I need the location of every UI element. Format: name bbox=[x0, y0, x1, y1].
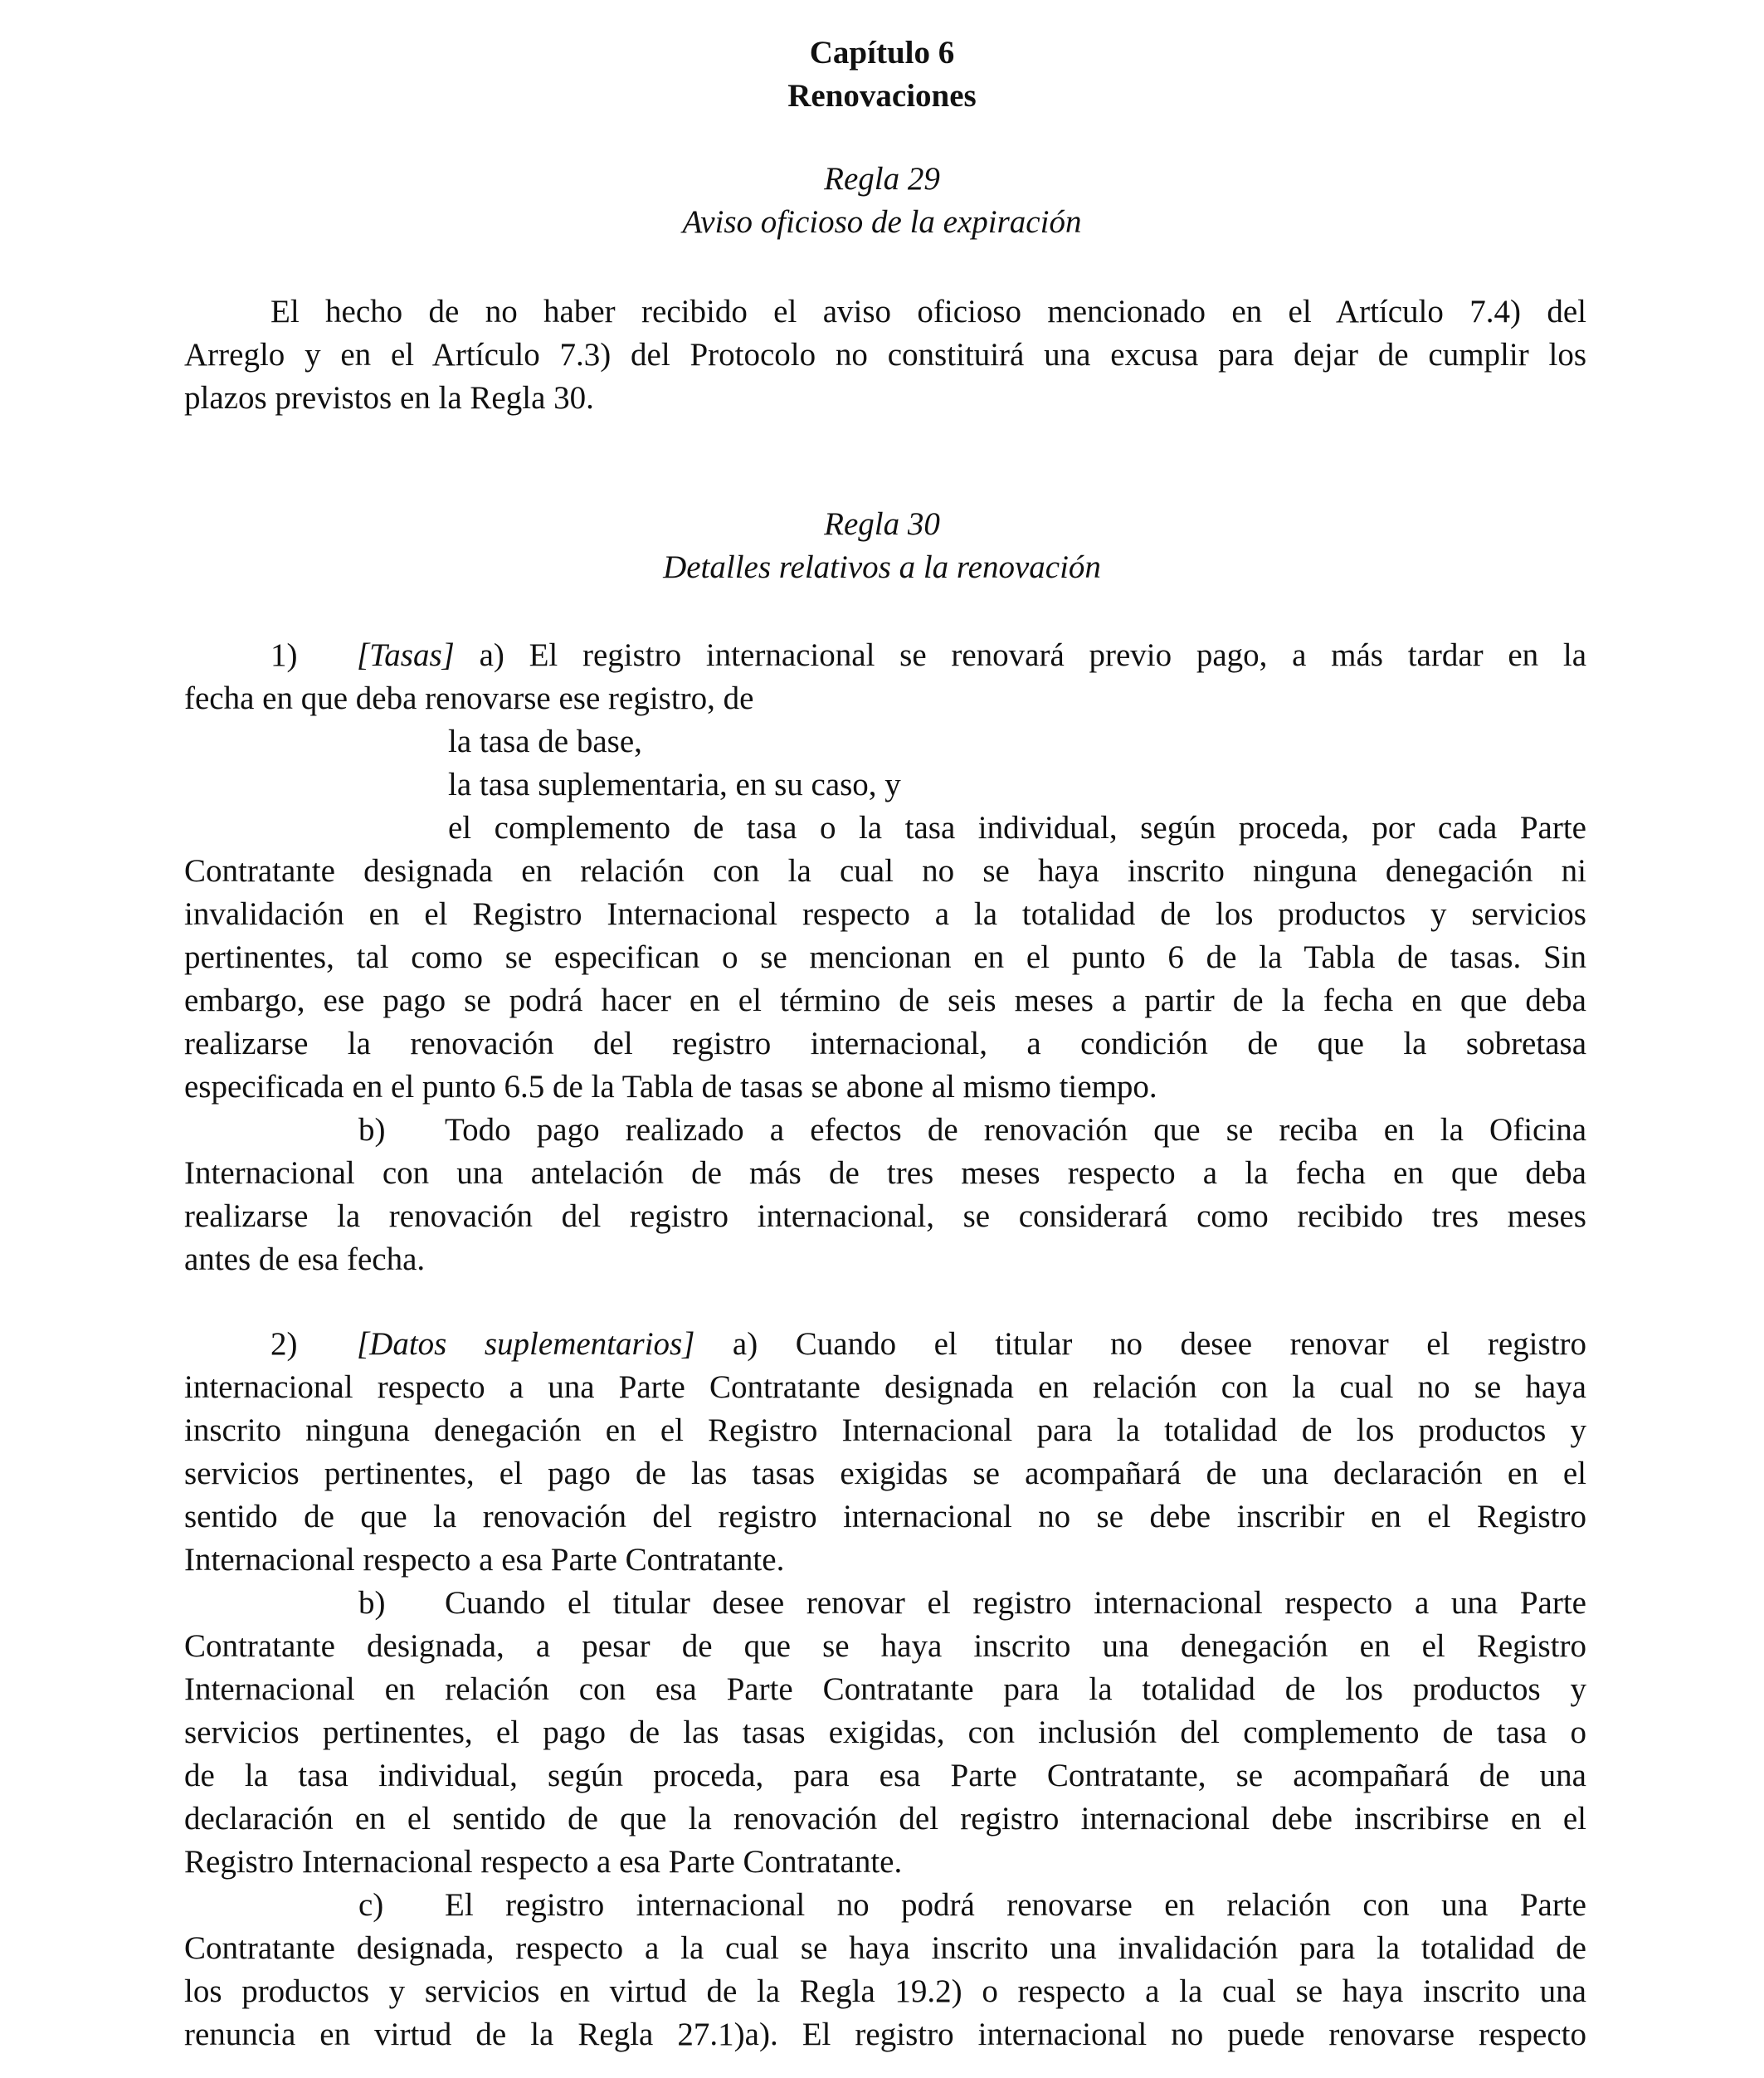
rule30-p1-line: Contratante designada en relación con la cual no se haya inscrito ninguna denegación ni bbox=[184, 853, 1586, 889]
paragraph-number: 1) bbox=[270, 637, 298, 673]
fee-list-item: el complemento de tasa o la tasa individual, según proceda, por cada Parte bbox=[448, 810, 1586, 846]
subparagraph-label: b) bbox=[358, 1112, 386, 1148]
rule30-p2-line: sentido de que la renovación del registro internacional no se debe inscribir en el Registro bbox=[184, 1499, 1586, 1534]
paragraph-heading: [Tasas] bbox=[357, 637, 455, 673]
subparagraph-label: b) bbox=[358, 1585, 386, 1621]
rule30-p2-line: inscrito ninguna denegación en el Registro Internacional para la totalidad de los productos y bbox=[184, 1412, 1586, 1448]
paragraph-text: El registro internacional se renovará previo pago, a más tardar en la bbox=[529, 637, 1587, 673]
rule30-p1-line: invalidación en el Registro Internacional respecto a la totalidad de los productos y servicios bbox=[184, 896, 1586, 932]
rule30-p1-line: especificada en el punto 6.5 de la Tabla de tasas se abone al mismo tiempo. bbox=[184, 1069, 1157, 1105]
chapter-title: Renovaciones bbox=[787, 78, 977, 114]
rule30-p1-line: fecha en que deba renovarse ese registro, de bbox=[184, 680, 754, 716]
rule29-number: Regla 29 bbox=[824, 161, 940, 197]
subparagraph-label: c) bbox=[358, 1887, 384, 1923]
rule30-p1-line: pertinentes, tal como se especifican o se mencionan en el punto 6 de la Tabla de tasas. Sin bbox=[184, 939, 1586, 975]
paragraph-text: Todo pago realizado a efectos de renovación que se reciba en la Oficina bbox=[445, 1112, 1586, 1148]
rule30-p2-line: de la tasa individual, según proceda, para esa Parte Contratante, se acompañará de una bbox=[184, 1758, 1586, 1793]
rule30-p2-line: los productos y servicios en virtud de la Regla 19.2) o respecto a la cual se haya inscrito una bbox=[184, 1973, 1586, 2009]
paragraph-number: 2) bbox=[270, 1326, 298, 1362]
rule30-p2b-first-line bbox=[358, 1582, 1586, 1625]
rule30-p1-first-line bbox=[270, 634, 1586, 677]
rule30-p1-line: antes de esa fecha. bbox=[184, 1241, 426, 1277]
rule29-paragraph-line: plazos previstos en la Regla 30. bbox=[184, 380, 594, 416]
rule29-title: Aviso oficioso de la expiración bbox=[682, 204, 1082, 240]
rule30-number: Regla 30 bbox=[824, 506, 940, 542]
rule30-p1-line: realizarse la renovación del registro internacional, se considerará como recibido tres meses bbox=[184, 1198, 1586, 1234]
subparagraph-label: a) bbox=[479, 637, 504, 673]
fee-list-item: la tasa suplementaria, en su caso, y bbox=[448, 767, 901, 802]
rule30-p2c-first-line bbox=[358, 1884, 1586, 1927]
rule30-p1b-first-line bbox=[358, 1109, 1586, 1152]
rule30-p2-first-line bbox=[270, 1323, 1586, 1366]
chapter-number: Capítulo 6 bbox=[809, 35, 955, 71]
paragraph-text: Cuando el titular desee renovar el registro internacional respecto a una Parte bbox=[445, 1585, 1586, 1621]
rule30-p2-line: Internacional respecto a esa Parte Contratante. bbox=[184, 1542, 785, 1578]
rule30-p2-line: Registro Internacional respecto a esa Parte Contratante. bbox=[184, 1844, 903, 1880]
rule30-p2-line: servicios pertinentes, el pago de las tasas exigidas se acompañará de una declaración en el bbox=[184, 1456, 1586, 1491]
paragraph-text: Cuando el titular no desee renovar el registro bbox=[795, 1326, 1587, 1362]
rule29-paragraph-line: Arreglo y en el Artículo 7.3) del Protocolo no constituirá una excusa para dejar de cumplir los bbox=[184, 337, 1586, 373]
rule30-p2-line: renuncia en virtud de la Regla 27.1)a). El registro internacional no puede renovarse respecto bbox=[184, 2017, 1586, 2052]
rule29-paragraph-line: El hecho de no haber recibido el aviso oficioso mencionado en el Artículo 7.4) del bbox=[270, 294, 1586, 329]
rule30-p1-line: embargo, ese pago se podrá hacer en el término de seis meses a partir de la fecha en que deba bbox=[184, 983, 1586, 1018]
paragraph-heading: [Datos suplementarios] bbox=[357, 1326, 695, 1362]
rule30-p2-line: Contratante designada, respecto a la cual se haya inscrito una invalidación para la totalidad de bbox=[184, 1930, 1586, 1966]
rule30-title: Detalles relativos a la renovación bbox=[663, 549, 1101, 585]
subparagraph-label: a) bbox=[732, 1326, 758, 1362]
rule30-p1-line: Internacional con una antelación de más de tres meses respecto a la fecha en que deba bbox=[184, 1155, 1586, 1191]
rule30-p2-line: servicios pertinentes, el pago de las tasas exigidas, con inclusión del complemento de tasa o bbox=[184, 1715, 1586, 1750]
paragraph-text: El registro internacional no podrá renovarse en relación con una Parte bbox=[445, 1887, 1586, 1923]
rule30-p2-line: Contratante designada, a pesar de que se haya inscrito una denegación en el Registro bbox=[184, 1628, 1586, 1664]
rule30-p1-line: realizarse la renovación del registro internacional, a condición de que la sobretasa bbox=[184, 1026, 1586, 1061]
rule30-p2-line: declaración en el sentido de que la renovación del registro internacional debe inscribirse en el bbox=[184, 1801, 1586, 1837]
rule30-p2-line: Internacional en relación con esa Parte Contratante para la totalidad de los productos y bbox=[184, 1671, 1586, 1707]
rule30-p2-line: internacional respecto a una Parte Contratante designada en relación con la cual no se haya bbox=[184, 1369, 1586, 1405]
fee-list-item: la tasa de base, bbox=[448, 724, 642, 759]
